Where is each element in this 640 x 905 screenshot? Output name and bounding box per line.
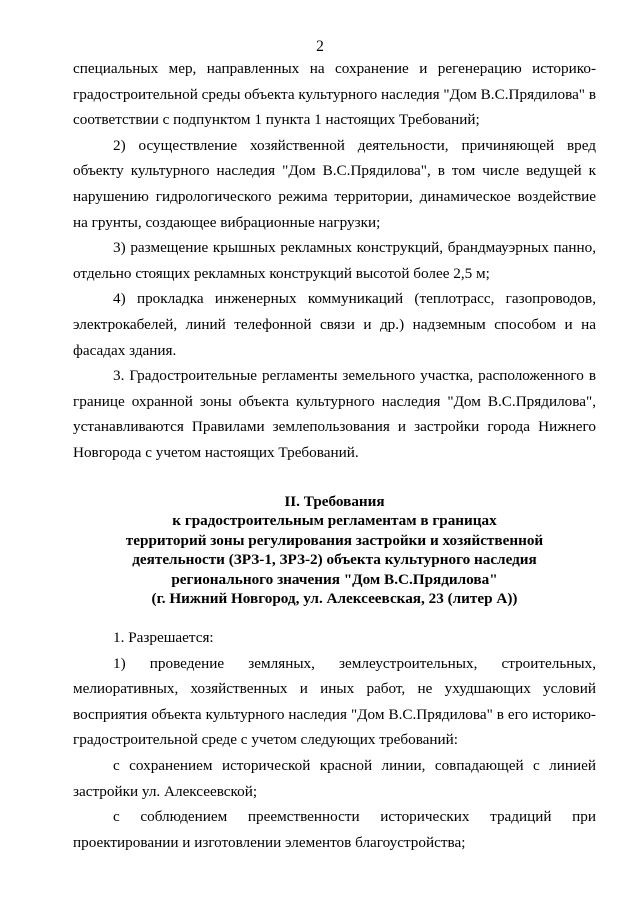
paragraph-red-line: с сохранением исторической красной линии, совпадающей с линией застройки ул. Алексеевской;	[73, 757, 596, 800]
page-number: 2	[316, 38, 324, 55]
paragraph-regulations-3: 3. Градостроительные регламенты земельного участка, расположенного в границе охранной зоны объекта культурного наследия "Дом В.С.Прядилова", устанавливаются Правилами землепользования и застройки города Нижнего Новгорода с учетом настоящих Требований.	[73, 367, 596, 461]
paragraph-traditions: с соблюдением преемственности исторических традиций при проектировании и изготовлении элементов благоустройства;	[73, 808, 596, 851]
heading-line: II. Требования	[284, 492, 385, 510]
section-heading	[73, 492, 596, 610]
document-body	[73, 56, 596, 855]
heading-line: территорий зоны регулирования застройки и хозяйственной	[125, 531, 544, 549]
heading-line: деятельности (ЗРЗ-1, ЗРЗ-2) объекта культурного наследия	[132, 551, 537, 569]
paragraph-continuation: специальных мер, направленных на сохранение и регенерацию историко-градостроительной среды объекта культурного наследия "Дом В.С.Прядилова" в соответствии с подпунктом 1 пункта 1 настоящих Требований;	[73, 60, 596, 129]
heading-line: (г. Нижний Новгород, ул. Алексеевская, 23 (литер А))	[151, 590, 518, 608]
paragraph-allowed-title: 1. Разрешается:	[113, 629, 214, 647]
paragraph-prohibition-3: 3) размещение крышных рекламных конструкций, брандмауэрных панно, отдельно стоящих рекламных конструкций высотой более 2,5 м;	[73, 239, 596, 282]
paragraph-allowed-1: 1) проведение земляных, землеустроительных, строительных, мелиоративных, хозяйственных и иных работ, не ухудшающих условий восприятия объекта культурного наследия "Дом В.С.Прядилова" в его историко-градостроительной среде с учетом следующих требований:	[73, 654, 596, 749]
paragraph-prohibition-2: 2) осуществление хозяйственной деятельности, причиняющей вред объекту культурного наследия "Дом В.С.Прядилова", в том числе ведущей к нарушению гидрологического режима территории, динамическое воздействие на грунты, создающее вибрационные нагрузки;	[73, 136, 596, 231]
heading-line: к градостроительным регламентам в границах	[172, 512, 497, 530]
paragraph-prohibition-4: 4) прокладка инженерных коммуникаций (теплотрасс, газопроводов, электрокабелей, линий телефонной связи и др.) надземным способом и на фасадах здания.	[73, 290, 596, 359]
heading-line: регионального значения "Дом В.С.Прядилова"	[171, 570, 498, 588]
